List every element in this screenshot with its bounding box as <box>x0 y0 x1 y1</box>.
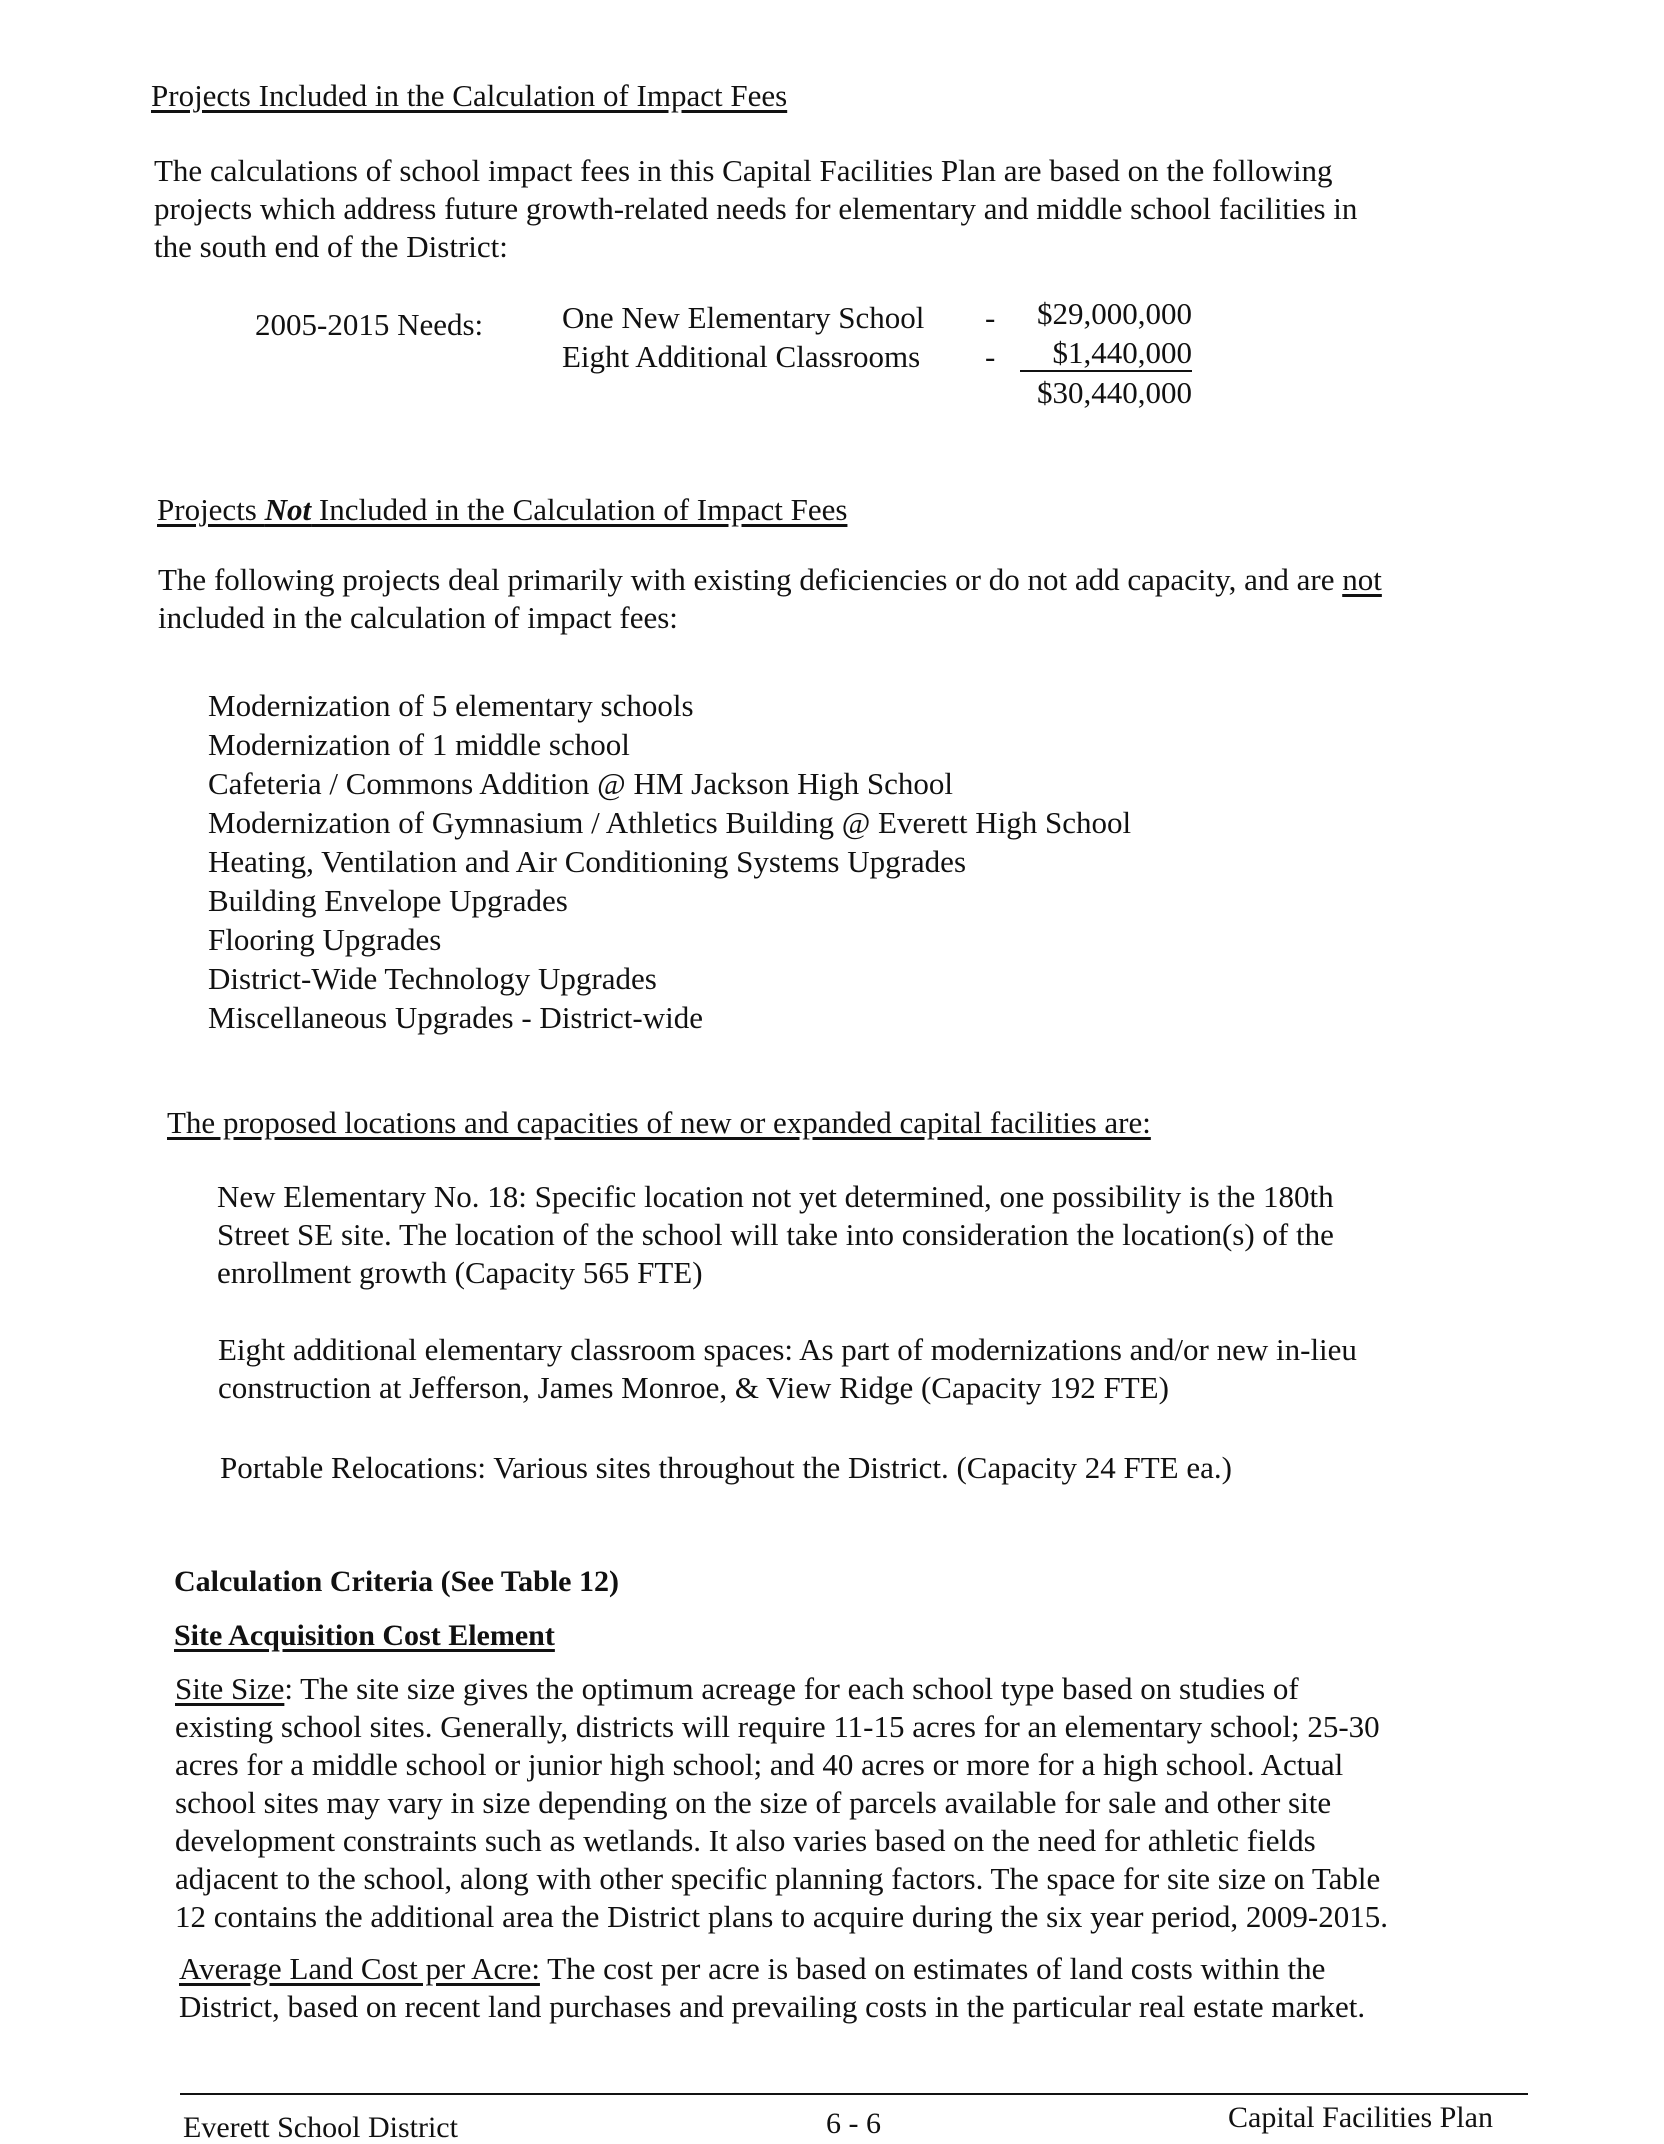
list-item: Heating, Ventilation and Air Conditioning Systems Upgrades <box>208 844 967 879</box>
heading-part: Projects <box>157 492 265 527</box>
list-item: Modernization of Gymnasium / Athletics Building @ Everett High School <box>208 805 1132 840</box>
list-item: District-Wide Technology Upgrades <box>208 961 657 996</box>
site-acquisition-heading: Site Acquisition Cost Element <box>174 1619 555 1652</box>
text-line: New Elementary No. 18: Specific location not yet determined, one possibility is the 180th <box>217 1179 1334 1214</box>
text-line: The calculations of school impact fees in this Capital Facilities Plan are based on the following <box>154 153 1333 188</box>
list-item: Flooring Upgrades <box>208 922 442 957</box>
intro-paragraph-not-included <box>158 561 1382 637</box>
text-line: Street SE site. The location of the school will take into consideration the location(s) of the <box>217 1217 1334 1252</box>
text-line: included in the calculation of impact fees: <box>158 600 678 635</box>
dash-separator: - <box>985 339 996 374</box>
intro-paragraph-included <box>154 152 1357 266</box>
text-line: Eight additional elementary classroom spaces: As part of modernizations and/or new in-lieu <box>218 1332 1357 1367</box>
total-amount: $30,440,000 <box>1037 375 1192 410</box>
footer-rule <box>180 2093 1528 2095</box>
heading-emphasis: Not <box>264 492 312 527</box>
list-item: Cafeteria / Commons Addition @ HM Jackson High School <box>208 766 953 801</box>
location-paragraph-classrooms <box>218 1331 1357 1407</box>
text-line: existing school sites. Generally, districts will require 11-15 acres for an elementary school; 25-30 <box>175 1709 1380 1744</box>
footer-district: Everett School District <box>183 2111 458 2144</box>
text-line: development constraints such as wetlands. It also varies based on the need for athletic fields <box>175 1823 1316 1858</box>
text-line: the south end of the District: <box>154 229 508 264</box>
list-item: Modernization of 5 elementary schools <box>208 688 694 723</box>
list-item: Modernization of 1 middle school <box>208 727 630 762</box>
list-item: Miscellaneous Upgrades - District-wide <box>208 1000 704 1035</box>
site-size-text: : The site size gives the optimum acreage for each school type based on studies of <box>284 1671 1299 1706</box>
subtotal-rule <box>1020 370 1192 372</box>
text-line: adjacent to the school, along with other specific planning factors. The space for site size on Table <box>175 1861 1381 1896</box>
calculation-criteria-heading: Calculation Criteria (See Table 12) <box>174 1565 619 1598</box>
intro-emphasis: not <box>1342 562 1382 597</box>
footer-page-number: 6 - 6 <box>826 2107 881 2140</box>
amount-elementary: $29,000,000 <box>1037 296 1192 331</box>
text-line: school sites may vary in size depending on the size of parcels available for sale and other site <box>175 1785 1332 1820</box>
text-line <box>175 1670 1388 1708</box>
dash-separator: - <box>985 300 996 335</box>
text-line <box>179 1950 1365 1988</box>
text-line: enrollment growth (Capacity 565 FTE) <box>217 1255 703 1290</box>
project-name-classrooms: Eight Additional Classrooms <box>562 339 921 374</box>
footer-plan-title: Capital Facilities Plan <box>1228 2101 1493 2134</box>
heading-part: Included in the Calculation of Impact Fees <box>311 492 848 527</box>
text-line: projects which address future growth-related needs for elementary and middle school facilities in <box>154 191 1358 226</box>
section-heading-not-included <box>157 494 847 525</box>
needs-label: 2005-2015 Needs: <box>255 307 484 342</box>
section-heading-included: Projects Included in the Calculation of Impact Fees <box>151 78 788 113</box>
land-cost-paragraph <box>179 1950 1365 2026</box>
intro-text: The following projects deal primarily with existing deficiencies or do not add capacity, and are <box>158 562 1343 597</box>
site-size-paragraph <box>175 1670 1388 1936</box>
amount-classrooms: $1,440,000 <box>1052 335 1192 370</box>
text-line: 12 contains the additional area the District plans to acquire during the six year period, 2009-2015. <box>175 1899 1388 1934</box>
location-paragraph-portables: Portable Relocations: Various sites throughout the District. (Capacity 24 FTE ea.) <box>220 1450 1232 1485</box>
text-line: District, based on recent land purchases and prevailing costs in the particular real estate market. <box>179 1989 1366 2024</box>
project-name-elementary: One New Elementary School <box>562 300 925 335</box>
text-line: acres for a middle school or junior high school; and 40 acres or more for a high school. Actual <box>175 1747 1344 1782</box>
land-cost-text: The cost per acre is based on estimates of land costs within the <box>539 1951 1326 1986</box>
text-line <box>158 561 1382 599</box>
section-heading-locations: The proposed locations and capacities of new or expanded capital facilities are: <box>167 1105 1151 1140</box>
land-cost-label: Average Land Cost per Acre: <box>179 1951 540 1986</box>
excluded-projects-list <box>208 686 1131 1037</box>
site-size-label: Site Size <box>175 1671 285 1706</box>
location-paragraph-elementary <box>217 1178 1334 1292</box>
list-item: Building Envelope Upgrades <box>208 883 568 918</box>
text-line: construction at Jefferson, James Monroe, & View Ridge (Capacity 192 FTE) <box>218 1370 1169 1405</box>
